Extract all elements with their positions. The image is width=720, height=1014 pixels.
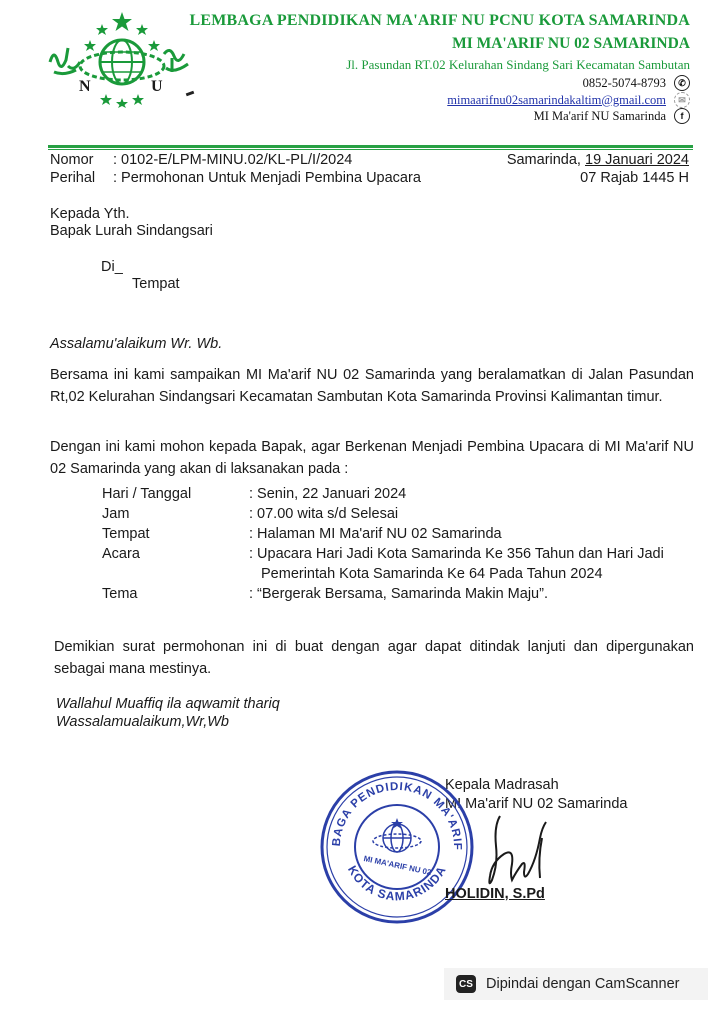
detail-row	[102, 566, 702, 586]
camscanner-logo-icon: CS	[456, 975, 476, 993]
recipient-salutation: Kepada Yth.	[50, 206, 130, 222]
email-icon: ✉	[674, 92, 690, 108]
detail-value: : “Bergerak Bersama, Samarinda Makin Maju”.	[249, 586, 548, 602]
letter-date-value: 19 Januari 2024	[585, 152, 689, 168]
letterhead-school-name: MI MA'ARIF NU 02 SAMARINDA	[452, 35, 690, 52]
signature-title: Kepala Madrasah	[445, 777, 559, 793]
hijri-date: 07 Rajab 1445 H	[580, 170, 689, 186]
letter-place: Samarinda,	[506, 152, 585, 168]
detail-row	[102, 486, 702, 506]
nomor-label: Nomor	[50, 152, 94, 168]
paragraph-closing: Demikian surat permohonan ini di buat dengan agar dapat ditindak lanjuti dan dipergunakan sebagai mana mestinya.	[54, 639, 694, 677]
greeting: Assalamu'alaikum Wr. Wb.	[50, 336, 223, 352]
detail-label: Jam	[102, 506, 130, 522]
paragraph-intro: Bersama ini kami sampaikan MI Ma'arif NU 02 Samarinda yang beralamatkan di Jalan Pasundan Rt,02 Kelurahan Sindangsari Kecamatan Sambutan Kota Samarinda Provinsi Kalimantan timur.	[50, 367, 694, 405]
nu-logo	[46, 10, 194, 108]
signature-school: MI Ma'arif NU 02 Samarinda	[445, 796, 628, 812]
detail-label: Acara	[102, 546, 140, 562]
detail-value: : Senin, 22 Januari 2024	[249, 486, 407, 502]
recipient-name: Bapak Lurah Sindangsari	[50, 223, 213, 239]
contact-email	[447, 92, 690, 108]
closing-wassalam: Wassalamualaikum,Wr,Wb	[56, 714, 229, 730]
signature-name: HOLIDIN, S.Pd	[445, 886, 545, 902]
header-divider-thin	[48, 149, 693, 150]
phone-number: 0852-5074-8793	[582, 75, 666, 90]
handwritten-signature	[452, 808, 572, 898]
header-divider	[48, 145, 693, 148]
detail-row	[102, 506, 702, 526]
recipient-di: Di_	[101, 259, 123, 275]
event-details	[102, 486, 702, 606]
letterhead-address: Jl. Pasundan RT.02 Kelurahan Sindang Sari Kecamatan Sambutan	[346, 57, 690, 72]
detail-value: : Upacara Hari Jadi Kota Samarinda Ke 356 Tahun dan Hari Jadi	[249, 546, 664, 562]
stamp-top-text: BAGA PENDIDIKAN MA'ARIF	[330, 780, 464, 851]
letter-date	[507, 152, 689, 168]
detail-value: : 07.00 wita s/d Selesai	[249, 506, 399, 522]
facebook-name: MI Ma'arif NU Samarinda	[533, 108, 666, 123]
logo-letter-n: N	[79, 78, 91, 95]
detail-row	[102, 526, 702, 546]
paragraph-request: Dengan ini kami mohon kepada Bapak, agar Berkenan Menjadi Pembina Upacara di MI Ma'arif NU 02 Samarinda yang akan di laksanakan pada :	[50, 439, 694, 477]
detail-row	[102, 586, 702, 606]
recipient-tempat: Tempat	[132, 276, 180, 292]
detail-row	[102, 546, 702, 566]
letterhead-institution: LEMBAGA PENDIDIKAN MA'ARIF NU PCNU KOTA SAMARINDA	[189, 12, 690, 29]
detail-value: : Halaman MI Ma'arif NU 02 Samarinda	[249, 526, 502, 542]
stamp-center-text: MI MA'ARIF NU 02	[362, 853, 433, 878]
nomor-value: : 0102-E/LPM-MINU.02/KL-PL/I/2024	[113, 152, 353, 168]
contact-phone	[583, 75, 690, 91]
stamp-emblem-icon	[373, 818, 421, 852]
facebook-icon: f	[674, 108, 690, 124]
whatsapp-icon: ✆	[674, 75, 690, 91]
perihal-value: : Permohonan Untuk Menjadi Pembina Upacara	[113, 170, 421, 186]
detail-label: Tema	[102, 586, 138, 602]
detail-value: Pemerintah Kota Samarinda Ke 64 Pada Tahun 2024	[261, 566, 603, 582]
closing-wallahul: Wallahul Muaffiq ila aqwamit thariq	[56, 696, 280, 712]
perihal-label: Perihal	[50, 170, 96, 186]
camscanner-text: Dipindai dengan CamScanner	[486, 976, 680, 992]
camscanner-badge	[444, 968, 708, 1000]
detail-label: Tempat	[102, 526, 150, 542]
email-link[interactable]: mimaarifnu02samarindakaltim@gmail.com	[447, 92, 666, 107]
detail-label: Hari / Tanggal	[102, 486, 192, 502]
logo-letter-u: U	[151, 78, 163, 95]
stamp-bottom-text: KOTA SAMARINDA	[345, 863, 449, 904]
contact-facebook	[534, 108, 690, 124]
